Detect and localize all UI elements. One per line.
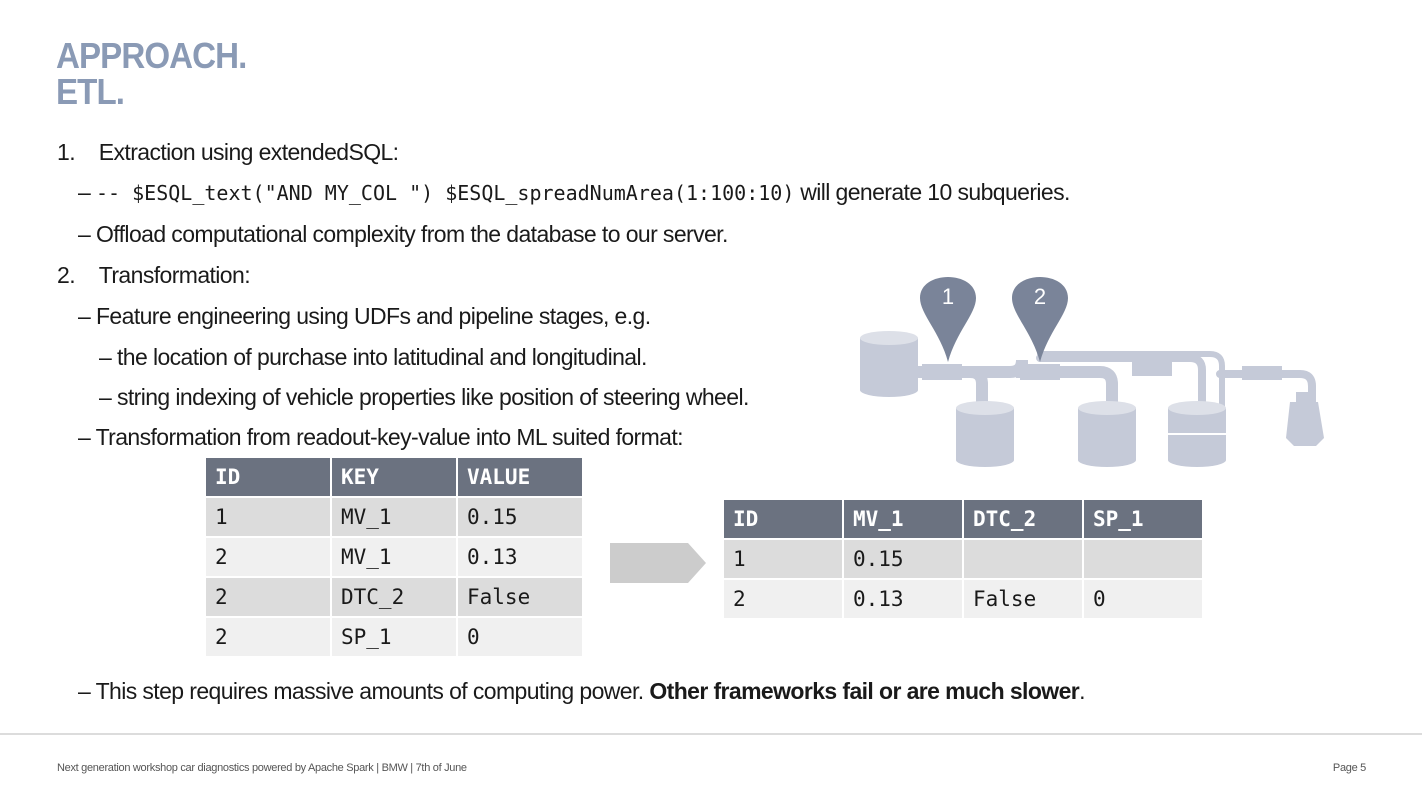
diagnostic-device-icon (1286, 392, 1324, 446)
list-item-transformation (57, 261, 250, 289)
table-cell: 0.15 (844, 540, 962, 578)
database-icon (956, 401, 1014, 467)
item-end: . (1079, 678, 1085, 704)
list-item-offload: – Offload computational complexity from the database to our server. (78, 221, 728, 247)
table-cell: 2 (206, 538, 330, 576)
marker-1-icon (920, 277, 976, 362)
table-cell: 0 (1084, 580, 1202, 618)
item-text: – This step requires massive amounts of computing power. (78, 678, 650, 704)
header-cell-id: ID (206, 458, 330, 496)
table-cell (964, 540, 1082, 578)
emphasis-text: Other frameworks fail or are much slower (649, 678, 1080, 704)
table-row (206, 618, 582, 656)
header-cell-key: KEY (332, 458, 456, 496)
footer-divider (0, 733, 1422, 735)
table-row (206, 538, 582, 576)
list-item-computing-power (78, 677, 1085, 705)
table-cell: 0 (458, 618, 582, 656)
table-cell: DTC_2 (332, 578, 456, 616)
table-cell: SP_1 (332, 618, 456, 656)
table-cell: 2 (724, 580, 842, 618)
table-cell (1084, 540, 1202, 578)
title-line-1: APPROACH. (56, 35, 247, 76)
table-row (206, 498, 582, 536)
table-row (724, 540, 1202, 578)
pipe-connector (1020, 364, 1060, 380)
table-row (724, 580, 1202, 618)
header-cell-dtc2: DTC_2 (964, 500, 1082, 538)
table-header-row (206, 458, 582, 496)
title-line-2: ETL. (56, 71, 125, 112)
header-cell-id: ID (724, 500, 842, 538)
svg-text:1: 1 (941, 284, 955, 309)
marker-2-icon (1012, 277, 1068, 362)
table-cell: MV_1 (332, 498, 456, 536)
table-cell: 0.13 (458, 538, 582, 576)
database-icon (1168, 401, 1226, 467)
page-number: Page 5 (1332, 762, 1366, 774)
transform-arrow-icon (610, 543, 708, 583)
item-text: Transformation: (98, 262, 250, 288)
list-item-location: – the location of purchase into latitudinal and longitudinal. (99, 344, 647, 370)
header-cell-mv1: MV_1 (844, 500, 962, 538)
ml-format-table (722, 498, 1204, 620)
svg-text:2: 2 (1033, 284, 1047, 309)
key-value-table (204, 456, 584, 658)
table-cell: 2 (206, 578, 330, 616)
table-cell: False (964, 580, 1082, 618)
list-item-string-indexing: – string indexing of vehicle properties like position of steering wheel. (99, 384, 749, 410)
table-cell: MV_1 (332, 538, 456, 576)
table-cell: 1 (206, 498, 330, 536)
page-title (56, 35, 247, 112)
item-text: will generate 10 subqueries. (800, 179, 1070, 205)
pipe-connector (922, 364, 962, 380)
database-icon (860, 331, 918, 397)
table-row (206, 578, 582, 616)
table-cell: 0.13 (844, 580, 962, 618)
list-item-key-value: – Transformation from readout-key-value into ML suited format: (78, 424, 683, 450)
table-cell: 0.15 (458, 498, 582, 536)
list-item-esql-example (78, 178, 1070, 207)
footer-text: Next generation workshop car diagnostics powered by Apache Spark | BMW | 7th of June (57, 762, 467, 774)
pipe-connector (1242, 366, 1282, 380)
table-cell: 2 (206, 618, 330, 656)
table-header-row (724, 500, 1202, 538)
item-number: 1. (57, 139, 75, 165)
pipe-connector (1132, 362, 1172, 376)
header-cell-sp1: SP_1 (1084, 500, 1202, 538)
list-item-extraction (57, 138, 398, 166)
header-cell-value: VALUE (458, 458, 582, 496)
list-item-feature-engineering: – Feature engineering using UDFs and pipeline stages, e.g. (78, 303, 651, 329)
dash: – (78, 179, 91, 205)
database-icon (1078, 401, 1136, 467)
table-cell: False (458, 578, 582, 616)
code-snippet: -- $ESQL_text("AND MY_COL ") $ESQL_spreadNumArea(1:100:10) (96, 181, 795, 205)
item-number: 2. (57, 262, 75, 288)
item-text: Extraction using extendedSQL: (98, 139, 399, 165)
etl-pipeline-diagram (850, 262, 1330, 477)
table-cell: 1 (724, 540, 842, 578)
